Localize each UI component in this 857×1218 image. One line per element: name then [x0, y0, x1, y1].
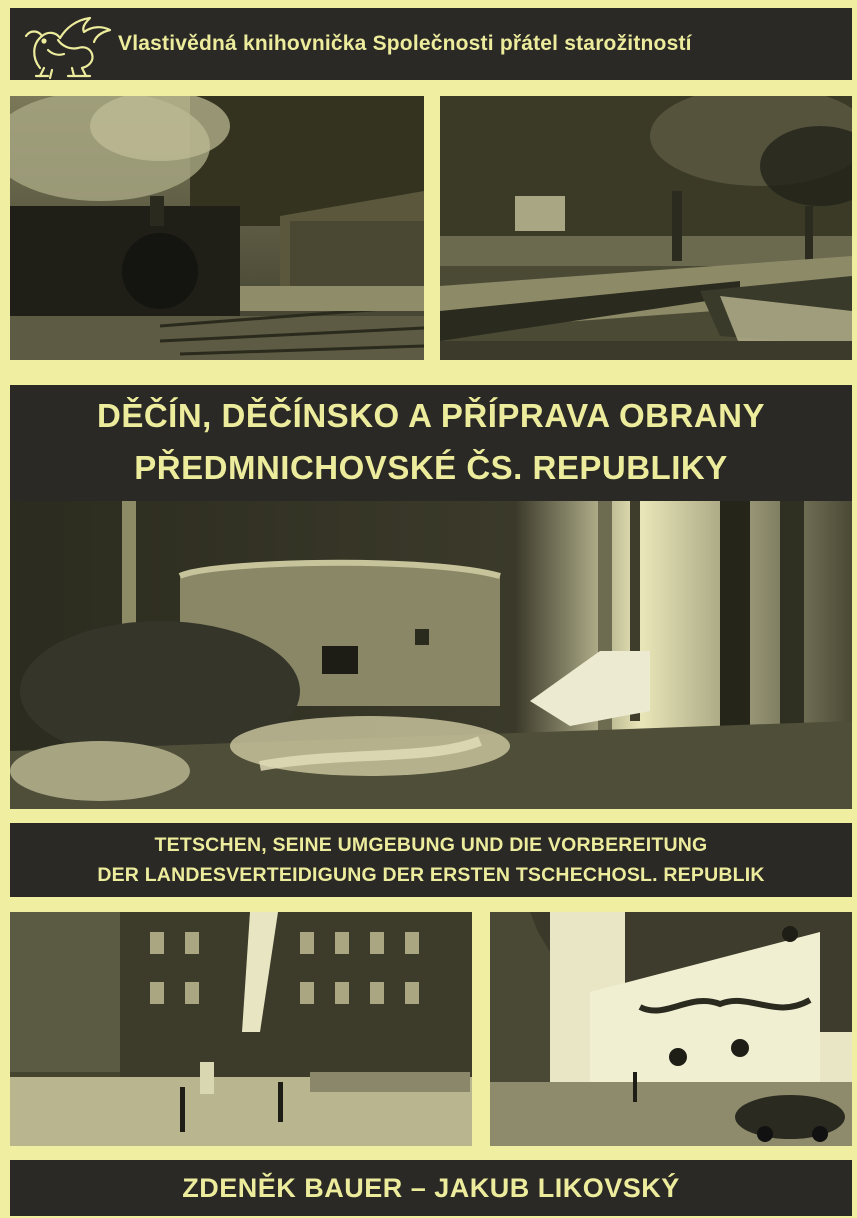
subtitle-line-2: DER LANDESVERTEIDIGUNG DER ERSTEN TSCHECHOSL. REPUBLIK — [97, 864, 765, 886]
book-title-line-1: DĚČÍN, DĚČÍNSKO A PŘÍPRAVA OBRANY — [97, 397, 765, 434]
photo-river-harbour — [440, 96, 852, 360]
series-band — [10, 8, 852, 80]
title-band — [10, 385, 852, 501]
book-title-line-2: PŘEDMNICHOVSKÉ ČS. REPUBLIKY — [134, 449, 728, 486]
photo-forest-bunker — [10, 501, 852, 809]
photo-town-square — [10, 912, 472, 1146]
photo-street-banners — [490, 912, 852, 1146]
series-title: Vlastivědná knihovnička Společnosti přátel starožitností — [118, 32, 692, 55]
authors-band — [10, 1160, 852, 1216]
subtitle-band — [10, 823, 852, 897]
subtitle-line-1: TETSCHEN, SEINE UMGEBUNG UND DIE VORBEREITUNG — [154, 834, 708, 856]
photo-locomotive-station — [10, 96, 424, 360]
griffin-emblem-icon — [18, 10, 118, 82]
book-authors: ZDENĚK BAUER – JAKUB LIKOVSKÝ — [182, 1173, 680, 1203]
